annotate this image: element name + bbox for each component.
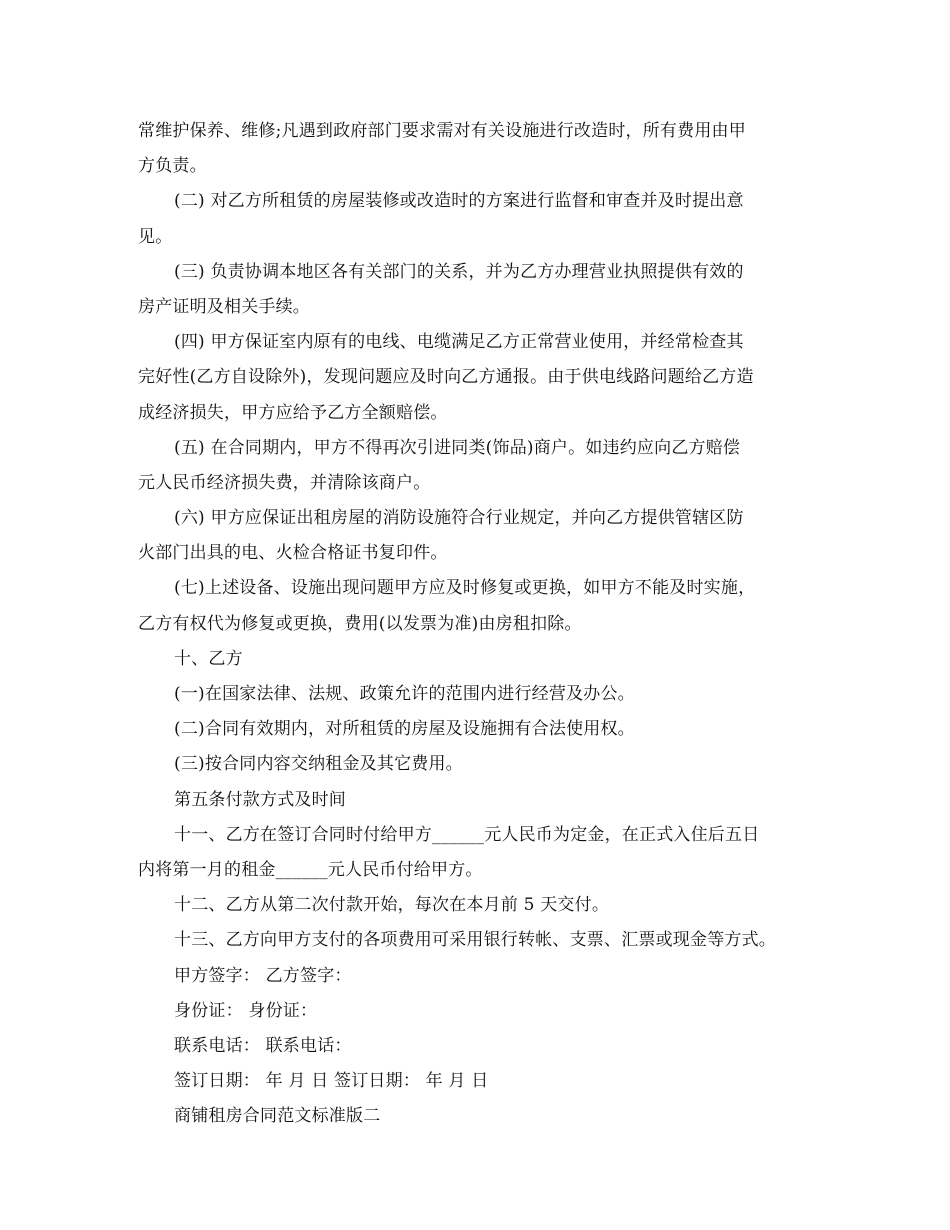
document-line: 十一、乙方在签订合同时付给甲方______元人民币为定金，在正式入住后五日 xyxy=(174,824,760,845)
document-line: 第五条付款方式及时间 xyxy=(174,789,346,810)
document-line: (四) 甲方保证室内原有的电线、电缆满足乙方正常营业使用，并经常检查其 xyxy=(174,332,744,353)
document-line: 甲方签字： 乙方签字： xyxy=(174,965,352,986)
document-line: 联系电话： 联系电话： xyxy=(174,1035,352,1056)
document-line: 方负责。 xyxy=(138,156,207,177)
document-line: 十、乙方 xyxy=(174,648,243,669)
document-line: (七)上述设备、设施出现问题甲方应及时修复或更换，如甲方不能及时实施， xyxy=(174,578,756,599)
document-line: (五) 在合同期内，甲方不得再次引进同类(饰品)商户。如违约应向乙方赔偿 xyxy=(174,437,741,458)
document-body xyxy=(138,118,828,1138)
document-line: (二) 对乙方所租赁的房屋装修或改造时的方案进行监督和审查并及时提出意 xyxy=(174,191,744,212)
document-line: 身份证： 身份证： xyxy=(174,1000,318,1021)
document-line: 成经济损失，甲方应给予乙方全额赔偿。 xyxy=(138,402,448,423)
document-line: 签订日期： 年 月 日 签订日期： 年 月 日 xyxy=(174,1071,489,1092)
document-line: (三)按合同内容交纳租金及其它费用。 xyxy=(174,754,463,775)
document-line: 元人民币经济损失费，并清除该商户。 xyxy=(138,472,431,493)
document-line: (二)合同有效期内，对所租赁的房屋及设施拥有合法使用权。 xyxy=(174,719,635,740)
document-line: 房产证明及相关手续。 xyxy=(138,296,310,317)
document-line: (六) 甲方应保证出租房屋的消防设施符合行业规定，并向乙方提供管辖区防 xyxy=(174,508,744,529)
document-line: 见。 xyxy=(138,226,173,247)
document-line: 乙方有权代为修复或更换，费用(以发票为准)由房租扣除。 xyxy=(138,613,582,634)
document-line: (三) 负责协调本地区各有关部门的关系，并为乙方办理营业执照提供有效的 xyxy=(174,261,744,282)
document-line: 火部门出具的电、火检合格证书复印件。 xyxy=(138,543,448,564)
document-line: 内将第一月的租金______元人民币付给甲方。 xyxy=(138,859,483,880)
document-line: 十三、乙方向甲方支付的各项费用可采用银行转帐、支票、汇票或现金等方式。 xyxy=(174,930,776,951)
document-line: 完好性(乙方自设除外)，发现问题应及时向乙方通报。由于供电线路问题给乙方造 xyxy=(138,367,754,388)
document-line: 商铺租房合同范文标准版二 xyxy=(174,1106,381,1127)
document-line: (一)在国家法律、法规、政策允许的范围内进行经营及办公。 xyxy=(174,684,635,704)
document-line: 常维护保养、维修;凡遇到政府部门要求需对有关设施进行改造时，所有费用由甲 xyxy=(138,121,746,141)
document-line: 十二、乙方从第二次付款开始，每次在本月前 5 天交付。 xyxy=(174,895,610,916)
